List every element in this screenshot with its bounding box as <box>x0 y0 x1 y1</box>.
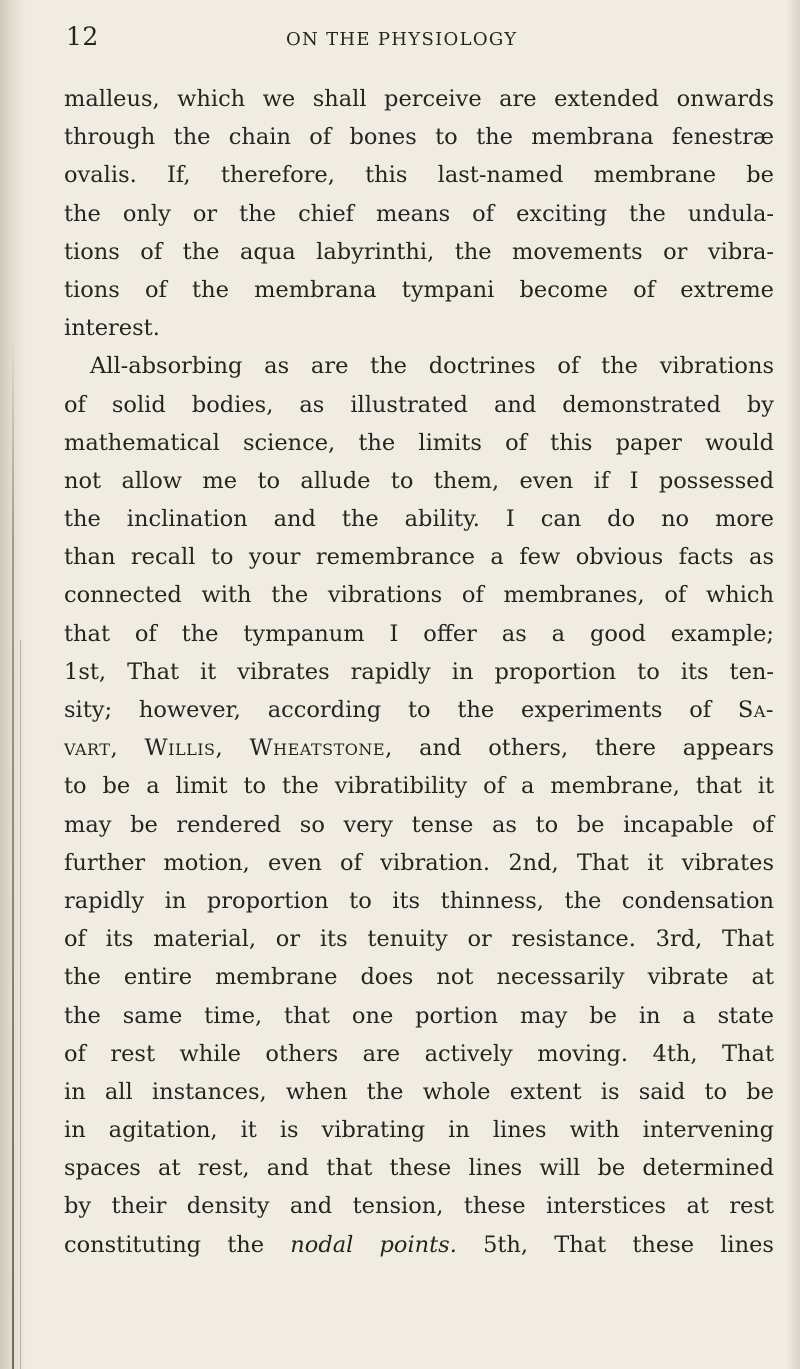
text-line: rapidly in proportion to its thinness, the condensation <box>64 887 774 914</box>
text-line <box>64 1226 774 1264</box>
text-line: that of the tympanum I offer as a good example; <box>64 620 774 647</box>
author-name: Willis <box>144 735 216 762</box>
text-line: the same time, that one portion may be in a state <box>64 1002 774 1029</box>
author-name: vart <box>64 735 111 762</box>
body-text <box>64 80 774 1264</box>
line-segment: constituting the <box>64 1231 265 1258</box>
text-line: connected with the vibrations of membranes, of which <box>64 582 774 609</box>
page-right-edge <box>786 0 800 1369</box>
text-line: ovalis. If, therefore, this last-named membrane be <box>64 162 774 189</box>
binding-gutter-shadow <box>0 0 34 1369</box>
text-line: tions of the membrana tympani become of extreme <box>64 276 774 303</box>
text-line: in agitation, it is vibrating in lines with intervening <box>64 1117 774 1144</box>
text-line: the inclination and the ability. I can do no more <box>64 506 774 533</box>
italic-term: nodal points. <box>290 1231 457 1258</box>
text-line <box>64 691 774 729</box>
line-segment: 5th, That these lines <box>483 1231 774 1258</box>
line-segment: sity; however, according to the experiments of <box>64 697 712 723</box>
page-number: 12 <box>66 22 99 51</box>
text-line: than recall to your remembrance a few obvious facts as <box>64 544 774 571</box>
text-line: mathematical science, the limits of this paper would <box>64 429 774 456</box>
running-title: ON THE PHYSIOLOGY <box>286 29 518 50</box>
text-line: through the chain of bones to the membrana fenestræ <box>64 124 774 151</box>
paragraph-start-line: All-absorbing as are the doctrines of the vibrations <box>90 353 774 380</box>
text-line: may be rendered so very tense as to be incapable of <box>64 811 774 838</box>
text-line: not allow me to allude to them, even if I possessed <box>64 467 774 494</box>
line-segment: , and others, there appears <box>385 735 775 762</box>
text-line: by their density and tension, these interstices at rest <box>64 1193 774 1220</box>
binding-edge-line <box>12 330 14 1369</box>
text-line: further motion, even of vibration. 2nd, That it vibrates <box>64 849 774 876</box>
text-line: of its material, or its tenuity or resistance. 3rd, That <box>64 926 774 953</box>
text-line: 1st, That it vibrates rapidly in proportion to its ten- <box>64 658 774 685</box>
text-line: in all instances, when the whole extent is said to be <box>64 1078 774 1105</box>
author-name: Wheatstone <box>249 735 386 762</box>
binding-edge-line-secondary <box>20 640 21 1369</box>
text-line: of solid bodies, as illustrated and demonstrated by <box>64 391 774 418</box>
author-name: Sa- <box>737 697 774 723</box>
text-line: tions of the aqua labyrinthi, the movements or vibra- <box>64 238 774 265</box>
text-line: the entire membrane does not necessarily vibrate at <box>64 964 774 991</box>
text-line: malleus, which we shall perceive are extended onwards <box>64 86 774 112</box>
text-line: vart, Willis, Wheatstone, and others, there appears <box>64 735 775 762</box>
text-line: to be a limit to the vibratibility of a membrane, that it <box>64 773 774 800</box>
paragraph-end-line: interest. <box>64 315 160 342</box>
text-line: the only or the chief means of exciting the undula- <box>64 200 774 227</box>
text-line: of rest while others are actively moving. 4th, That <box>64 1040 774 1067</box>
text-line: spaces at rest, and that these lines will be determined <box>64 1155 774 1182</box>
